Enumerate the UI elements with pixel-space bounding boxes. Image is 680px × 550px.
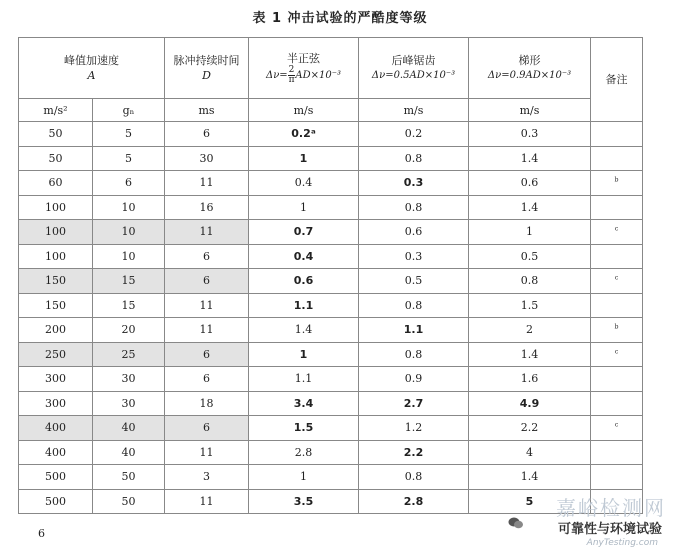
table-row	[19, 244, 643, 269]
cell-duration: 6	[165, 269, 249, 294]
table-row	[19, 342, 643, 367]
fraction-denominator: π	[288, 75, 295, 85]
table-row	[19, 489, 643, 514]
cell-half-sine: 0.4	[249, 244, 359, 269]
cell-trapezoid: 1.5	[469, 293, 591, 318]
table-row	[19, 293, 643, 318]
cell-trapezoid: 1.4	[469, 465, 591, 490]
cell-accel-gn: 5	[93, 122, 165, 147]
header-accel-label: 峰值加速度	[64, 54, 119, 67]
cell-accel-ms2: 300	[19, 367, 93, 392]
table-row	[19, 391, 643, 416]
cell-remark	[591, 416, 643, 441]
cell-remark	[591, 440, 643, 465]
table-row	[19, 122, 643, 147]
cell-trapezoid: 0.5	[469, 244, 591, 269]
wechat-icon	[508, 516, 524, 530]
remark-mark: b	[614, 176, 619, 184]
unit-sawtooth: m/s	[359, 99, 469, 122]
cell-trapezoid: 1.4	[469, 146, 591, 171]
header-half-sine	[249, 38, 359, 99]
cell-remark	[591, 367, 643, 392]
cell-sawtooth: 0.8	[359, 195, 469, 220]
cell-trapezoid: 2.2	[469, 416, 591, 441]
cell-accel-gn: 40	[93, 440, 165, 465]
cell-accel-gn: 10	[93, 244, 165, 269]
cell-accel-ms2: 300	[19, 391, 93, 416]
cell-accel-ms2: 500	[19, 489, 93, 514]
cell-remark	[591, 146, 643, 171]
cell-accel-gn: 15	[93, 293, 165, 318]
cell-accel-ms2: 50	[19, 146, 93, 171]
header-accel	[19, 38, 165, 99]
cell-remark	[591, 195, 643, 220]
cell-duration: 11	[165, 293, 249, 318]
cell-accel-gn: 50	[93, 465, 165, 490]
header-duration-symbol: D	[202, 69, 211, 82]
cell-sawtooth: 2.7	[359, 391, 469, 416]
cell-accel-ms2: 100	[19, 244, 93, 269]
cell-sawtooth: 0.3	[359, 171, 469, 196]
cell-duration: 6	[165, 122, 249, 147]
cell-trapezoid: 1.6	[469, 367, 591, 392]
cell-half-sine: 0.7	[249, 220, 359, 245]
cell-accel-ms2: 200	[19, 318, 93, 343]
cell-sawtooth: 0.6	[359, 220, 469, 245]
cell-remark	[591, 293, 643, 318]
unit-half-sine: m/s	[249, 99, 359, 122]
cell-duration: 18	[165, 391, 249, 416]
header-half-sine-label: 半正弦	[287, 52, 320, 65]
cell-remark	[591, 391, 643, 416]
unit-ms2: m/s²	[19, 99, 93, 122]
cell-trapezoid: 1	[469, 220, 591, 245]
cell-half-sine: 1	[249, 342, 359, 367]
cell-duration: 6	[165, 244, 249, 269]
cell-trapezoid: 2	[469, 318, 591, 343]
header-trapezoid-label: 梯形	[518, 54, 541, 67]
table-row	[19, 465, 643, 490]
header-remark: 备注	[591, 38, 643, 122]
table-row	[19, 318, 643, 343]
cell-half-sine: 3.4	[249, 391, 359, 416]
cell-trapezoid: 0.6	[469, 171, 591, 196]
cell-duration: 11	[165, 171, 249, 196]
table-row	[19, 220, 643, 245]
header-accel-symbol: A	[87, 69, 96, 82]
cell-accel-ms2: 100	[19, 220, 93, 245]
header-duration	[165, 38, 249, 99]
cell-accel-gn: 40	[93, 416, 165, 441]
cell-duration: 11	[165, 318, 249, 343]
cell-half-sine: 2.8	[249, 440, 359, 465]
watermark-channel: 可靠性与环境试验	[557, 522, 662, 537]
header-duration-label: 脉冲持续时间	[173, 54, 240, 67]
cell-half-sine: 0.2ᵃ	[249, 122, 359, 147]
remark-mark: c	[614, 274, 619, 282]
cell-remark	[591, 465, 643, 490]
cell-accel-gn: 6	[93, 171, 165, 196]
unit-gn: gₙ	[93, 99, 165, 122]
cell-sawtooth: 2.2	[359, 440, 469, 465]
cell-accel-gn: 25	[93, 342, 165, 367]
trapezoid-formula: Δν=0.9AD×10⁻³	[487, 70, 572, 81]
cell-remark	[591, 220, 643, 245]
table-row	[19, 269, 643, 294]
cell-accel-gn: 20	[93, 318, 165, 343]
cell-accel-ms2: 50	[19, 122, 93, 147]
cell-duration: 11	[165, 220, 249, 245]
cell-duration: 6	[165, 416, 249, 441]
cell-sawtooth: 1.1	[359, 318, 469, 343]
cell-trapezoid: 4.9	[469, 391, 591, 416]
cell-half-sine: 1.1	[249, 293, 359, 318]
cell-duration: 16	[165, 195, 249, 220]
cell-half-sine: 1.1	[249, 367, 359, 392]
header-sawtooth	[359, 38, 469, 99]
cell-duration: 6	[165, 367, 249, 392]
cell-trapezoid: 0.3	[469, 122, 591, 147]
page-number: 6	[38, 527, 45, 540]
cell-sawtooth: 0.9	[359, 367, 469, 392]
cell-half-sine: 0.4	[249, 171, 359, 196]
table-row	[19, 171, 643, 196]
sawtooth-formula: Δν=0.5AD×10⁻³	[371, 70, 456, 81]
cell-accel-gn: 10	[93, 220, 165, 245]
cell-remark	[591, 171, 643, 196]
table-row	[19, 440, 643, 465]
table-title: 表 1 冲击试验的严酷度等级	[252, 11, 428, 26]
cell-remark	[591, 244, 643, 269]
cell-accel-ms2: 150	[19, 269, 93, 294]
table-row	[19, 367, 643, 392]
cell-accel-gn: 50	[93, 489, 165, 514]
cell-sawtooth: 0.2	[359, 122, 469, 147]
cell-trapezoid: 1.4	[469, 342, 591, 367]
cell-sawtooth: 0.8	[359, 146, 469, 171]
half-sine-formula-post: AD×10⁻³	[295, 70, 342, 81]
cell-accel-ms2: 400	[19, 416, 93, 441]
cell-accel-gn: 5	[93, 146, 165, 171]
cell-trapezoid: 1.4	[469, 195, 591, 220]
cell-half-sine: 1	[249, 195, 359, 220]
header-trapezoid	[469, 38, 591, 99]
cell-half-sine: 1	[249, 146, 359, 171]
cell-accel-gn: 15	[93, 269, 165, 294]
cell-remark	[591, 342, 643, 367]
cell-remark	[591, 318, 643, 343]
cell-sawtooth: 0.3	[359, 244, 469, 269]
cell-trapezoid: 4	[469, 440, 591, 465]
cell-duration: 3	[165, 465, 249, 490]
cell-duration: 6	[165, 342, 249, 367]
half-sine-formula	[249, 66, 358, 85]
cell-accel-ms2: 60	[19, 171, 93, 196]
table-row	[19, 146, 643, 171]
cell-accel-gn: 30	[93, 391, 165, 416]
cell-accel-ms2: 250	[19, 342, 93, 367]
remark-mark: c	[614, 421, 619, 429]
cell-half-sine: 1.5	[249, 416, 359, 441]
cell-sawtooth: 2.8	[359, 489, 469, 514]
cell-half-sine: 0.6	[249, 269, 359, 294]
cell-remark	[591, 269, 643, 294]
cell-sawtooth: 0.8	[359, 465, 469, 490]
table-body	[19, 122, 643, 514]
cell-accel-gn: 30	[93, 367, 165, 392]
cell-duration: 11	[165, 489, 249, 514]
fraction-numerator: 2	[288, 65, 295, 75]
cell-accel-ms2: 150	[19, 293, 93, 318]
remark-mark: b	[614, 323, 619, 331]
cell-duration: 11	[165, 440, 249, 465]
cell-half-sine: 1.4	[249, 318, 359, 343]
half-sine-formula-pre: Δν=	[265, 70, 288, 81]
unit-ms: ms	[165, 99, 249, 122]
cell-sawtooth: 0.8	[359, 342, 469, 367]
cell-trapezoid: 0.8	[469, 269, 591, 294]
cell-accel-ms2: 400	[19, 440, 93, 465]
remark-mark: c	[614, 348, 619, 356]
cell-sawtooth: 0.5	[359, 269, 469, 294]
cell-half-sine: 3.5	[249, 489, 359, 514]
remark-mark: c	[614, 225, 619, 233]
cell-accel-ms2: 100	[19, 195, 93, 220]
cell-accel-gn: 10	[93, 195, 165, 220]
table-row	[19, 195, 643, 220]
watermark-site: AnyTesting.com	[586, 538, 658, 548]
table-row	[19, 416, 643, 441]
cell-trapezoid: 5	[469, 489, 591, 514]
cell-remark	[591, 122, 643, 147]
unit-trapezoid: m/s	[469, 99, 591, 122]
cell-sawtooth: 0.8	[359, 293, 469, 318]
severity-table	[18, 37, 643, 514]
header-sawtooth-label: 后峰锯齿	[391, 54, 436, 67]
cell-accel-ms2: 500	[19, 465, 93, 490]
cell-sawtooth: 1.2	[359, 416, 469, 441]
cell-half-sine: 1	[249, 465, 359, 490]
cell-duration: 30	[165, 146, 249, 171]
watermark-bg-text: 嘉峪检测网	[556, 496, 666, 520]
